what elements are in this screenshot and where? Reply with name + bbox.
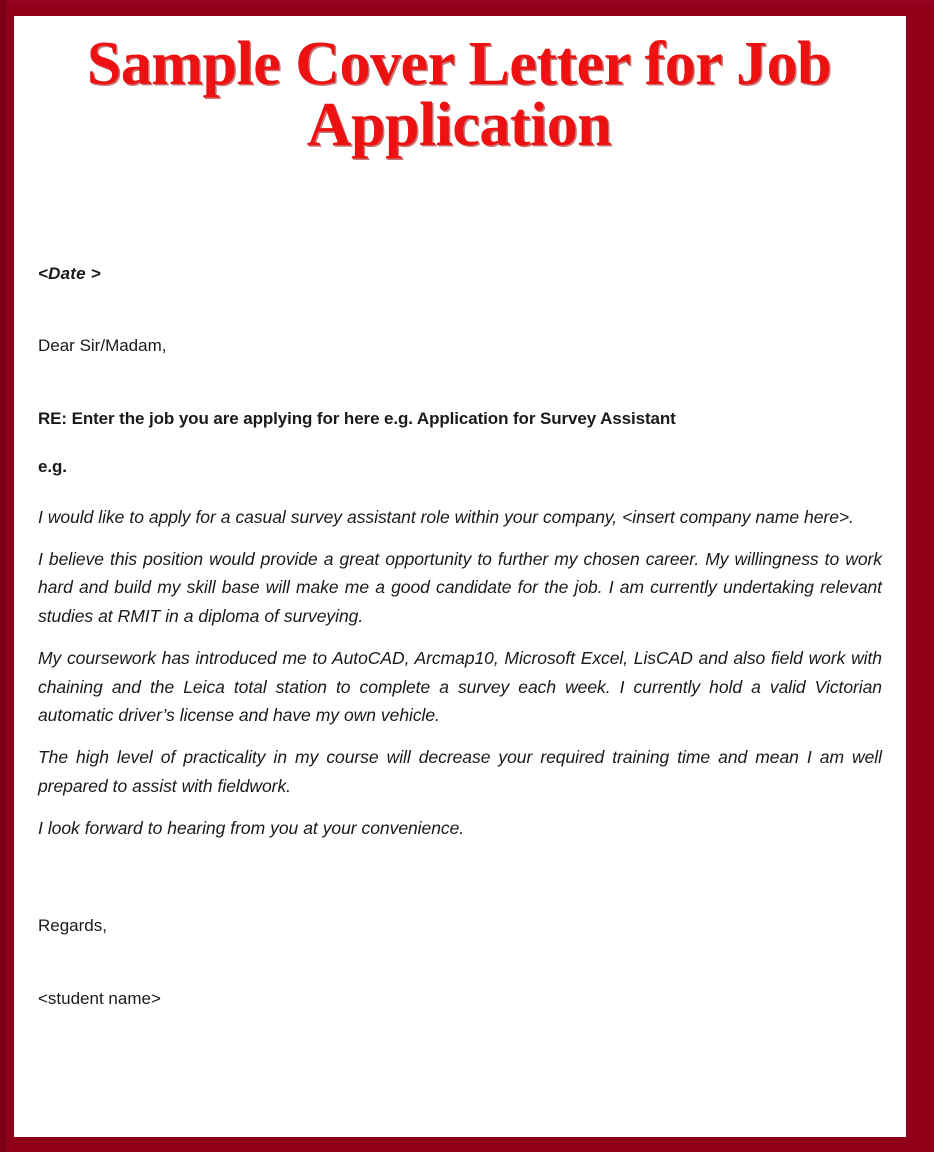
page-title-line-1: Sample Cover Letter for Job (86, 30, 832, 98)
sign-off: Regards, (38, 916, 107, 936)
letter-paragraph: My coursework has introduced me to AutoCAD, Arcmap10, Microsoft Excel, LisCAD and also field work with chaining and the Leica total station to complete a survey each week. I currently hold a valid Victorian automatic driver’s license and have my own vehicle. (38, 648, 882, 725)
letter-body (14, 156, 906, 1010)
frame-top-highlight (0, 0, 934, 4)
salutation-subject-spacer (38, 356, 888, 408)
letter-paragraph: I would like to apply for a casual survey assistant role within your company, <insert company name here>. (38, 506, 854, 527)
letter-paragraph: The high level of practicality in my course will decrease your required training time and mean I am well prepared to assist with fieldwork. (38, 747, 882, 796)
signoff-signature-spacer (38, 937, 888, 989)
title-body-spacer (38, 156, 888, 264)
letter-page (14, 16, 906, 1137)
salutation: Dear Sir/Madam, (38, 335, 167, 355)
body-signoff-spacer (38, 856, 888, 916)
letter-paragraph: I look forward to hearing from you at your convenience. (38, 817, 465, 838)
date-placeholder: <Date > (38, 263, 101, 283)
subject-example-spacer (38, 430, 888, 456)
example-paragraphs-spacer (38, 477, 888, 503)
page-title (14, 16, 906, 159)
frame-left-rail (0, 0, 6, 1152)
example-label: e.g. (38, 456, 67, 476)
letter-paragraph: I believe this position would provide a great opportunity to further my chosen career. My willingness to work hard and build my skill base will make me a good candidate for the job. I am currently undertaking relevant studies at RMIT in a diploma of surveying. (38, 549, 882, 626)
signature-placeholder: <student name> (38, 988, 161, 1008)
date-salutation-spacer (38, 284, 888, 336)
page-title-line-2: Application (306, 90, 612, 159)
subject-line: RE: Enter the job you are applying for here e.g. Application for Survey Assistant (38, 409, 676, 429)
